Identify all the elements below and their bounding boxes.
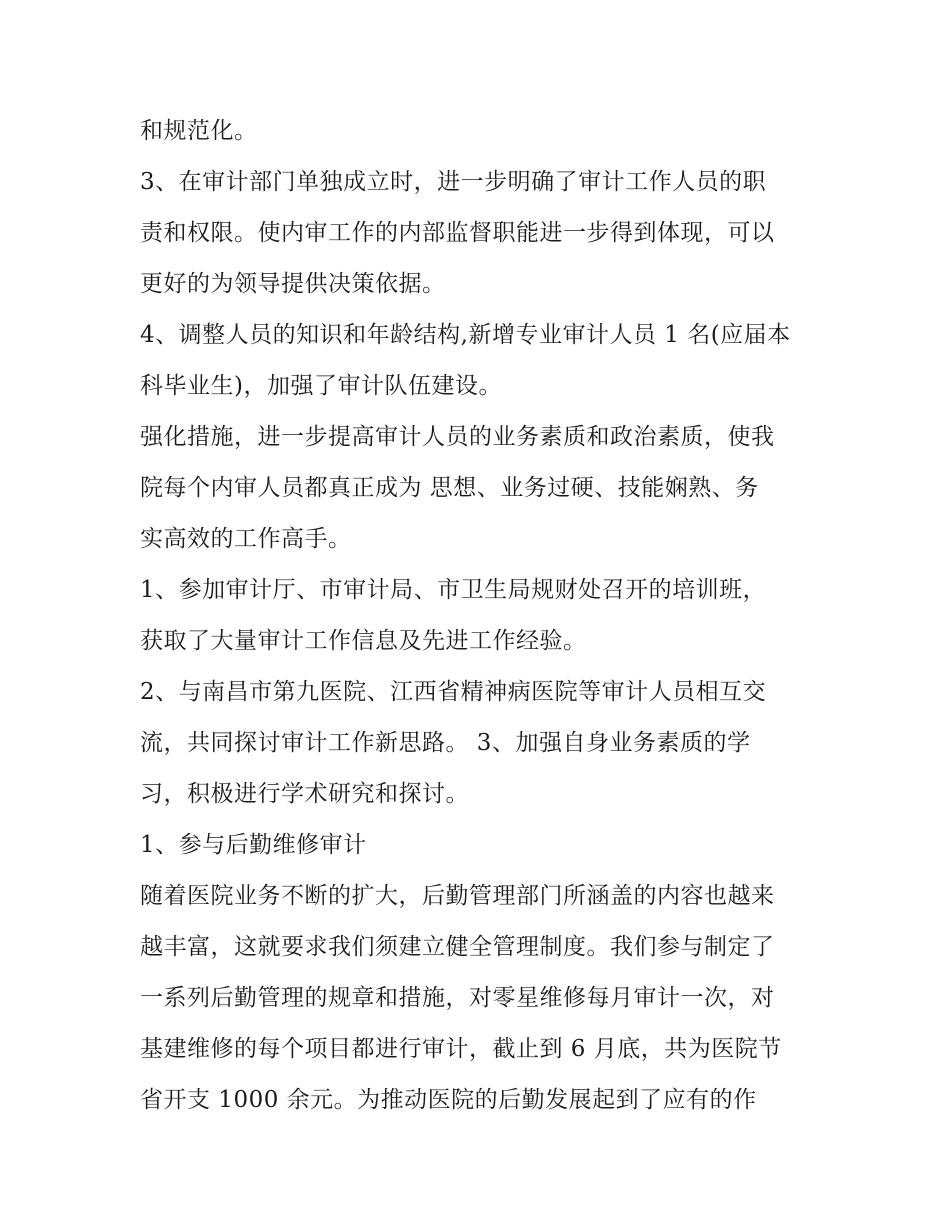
text-line: 越丰富，这就要求我们须建立健全管理制度。我们参与制定了: [140, 934, 775, 960]
text-line: 习，积极进行学术研究和探讨。: [140, 781, 469, 807]
text-line: 3、在审计部门单独成立时，进一步明确了审计工作人员的职: [140, 169, 767, 195]
text-line: 省开支 1000 余元。为推动医院的后勤发展起到了应有的作: [140, 1087, 757, 1113]
text-line: 实高效的工作高手。: [140, 526, 352, 552]
text-line: 一系列后勤管理的规章和措施，对零星维修每月审计一次，对: [140, 985, 775, 1011]
text-line: 1、参加审计厅、市审计局、市卫生局规财处召开的培训班，: [140, 577, 767, 603]
text-line: 流，共同探讨审计工作新思路。 3、加强自身业务素质的学: [140, 730, 751, 756]
text-line: 获取了大量审计工作信息及先进工作经验。: [140, 628, 587, 654]
text-line: 1、参与后勤维修审计: [140, 832, 367, 858]
text-line: 和规范化。: [140, 118, 258, 144]
text-line: 科毕业生)，加强了审计队伍建设。: [140, 373, 502, 399]
text-line: 基建维修的每个项目都进行审计，截止到 6 月底，共为医院节: [140, 1036, 782, 1062]
text-line: 责和权限。使内审工作的内部监督职能进一步得到体现，可以: [140, 220, 775, 246]
text-line: 随着医院业务不断的扩大，后勤管理部门所涵盖的内容也越来: [140, 883, 775, 909]
text-line: 4、调整人员的知识和年龄结构,新增专业审计人员 1 名(应届本: [140, 322, 791, 348]
text-line: 更好的为领导提供决策依据。: [140, 271, 446, 297]
body-text: [140, 106, 830, 1126]
text-line: 院每个内审人员都真正成为 思想、业务过硬、技能娴熟、务: [140, 475, 759, 501]
text-line: 2、与南昌市第九医院、江西省精神病医院等审计人员相互交: [140, 679, 767, 705]
text-line: 强化措施，进一步提高审计人员的业务素质和政治素质，使我: [140, 424, 775, 450]
